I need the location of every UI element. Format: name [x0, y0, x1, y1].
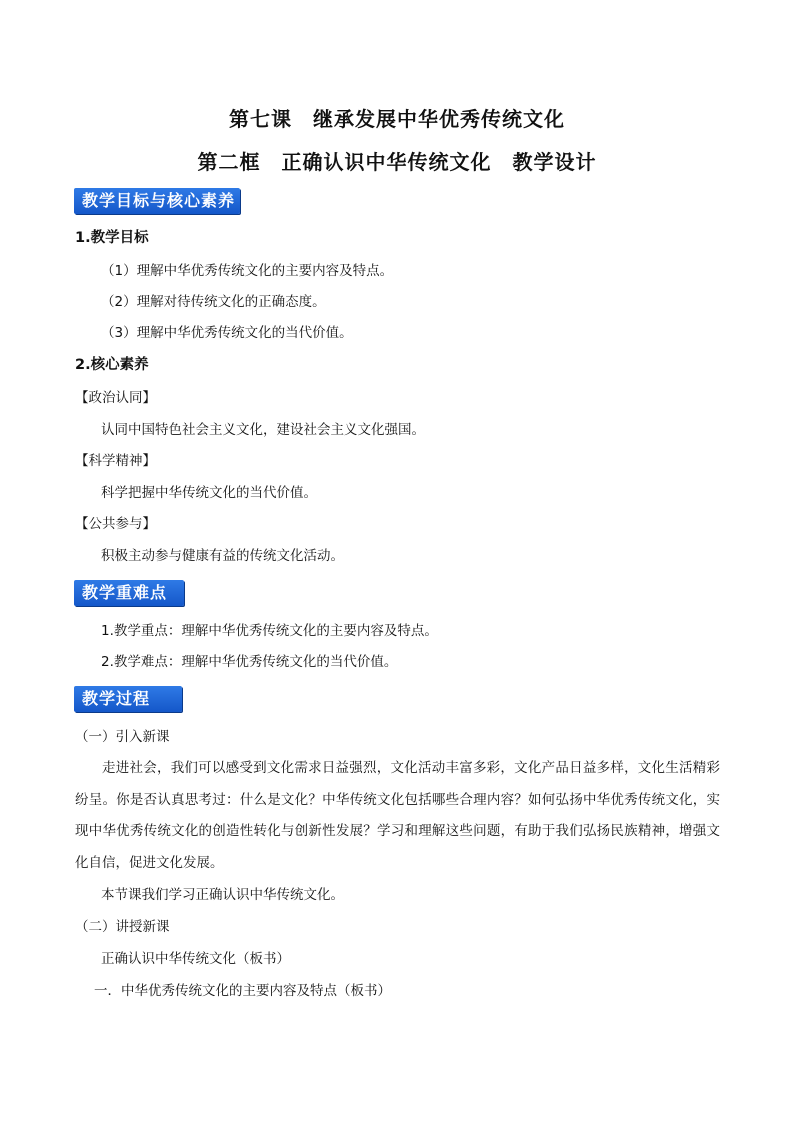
goal-item: （1）理解中华优秀传统文化的主要内容及特点。 [101, 263, 394, 279]
section-badge-goals: 教学目标与核心素养 [74, 188, 240, 214]
literacy-text: 认同中国特色社会主义文化，建设社会主义文化强国。 [101, 422, 425, 438]
process-part1-heading: （一）引入新课 [75, 729, 170, 745]
process-intro-line: 本节课我们学习正确认识中华传统文化。 [101, 887, 344, 903]
key-point-item: 1.教学重点：理解中华优秀传统文化的主要内容及特点。 [101, 623, 438, 639]
lesson-subtitle: 第二框 正确认识中华传统文化 教学设计 [197, 150, 597, 174]
goal-item: （2）理解对待传统文化的正确态度。 [101, 294, 326, 310]
process-part2-heading: （二）讲授新课 [75, 919, 170, 935]
literacy-text: 积极主动参与健康有益的传统文化活动。 [101, 548, 344, 564]
section-badge-key-points: 教学重难点 [74, 580, 184, 606]
goal-item: （3）理解中华优秀传统文化的当代价值。 [101, 325, 353, 341]
literacy-tag: 【公共参与】 [75, 516, 156, 532]
board-line: 正确认识中华传统文化（板书） [101, 951, 290, 967]
goals-heading: 1.教学目标 [75, 230, 149, 246]
literacy-tag: 【政治认同】 [75, 390, 156, 406]
section-badge-process: 教学过程 [74, 686, 182, 712]
process-intro-paragraph: 走进社会，我们可以感受到文化需求日益强烈，文化活动丰富多彩，文化产品日益多样，文化生活精彩纷呈。你是否认真思考过：什么是文化？中华传统文化包括哪些合理内容？如何弘扬中华优秀传统文化，实现中华优秀传统文化的创造性转化与创新性发展？学习和理解这些问题，有助于我们弘扬民族精神，增强文化自信，促进文化发展。 [75, 760, 720, 871]
literacy-tag: 【科学精神】 [75, 453, 156, 469]
board-line: 一．中华优秀传统文化的主要内容及特点（板书） [94, 983, 391, 999]
literacy-text: 科学把握中华传统文化的当代价值。 [101, 485, 317, 501]
lesson-title: 第七课 继承发展中华优秀传统文化 [229, 107, 565, 131]
key-point-item: 2.教学难点：理解中华优秀传统文化的当代价值。 [101, 654, 398, 670]
literacy-heading: 2.核心素养 [75, 357, 149, 373]
